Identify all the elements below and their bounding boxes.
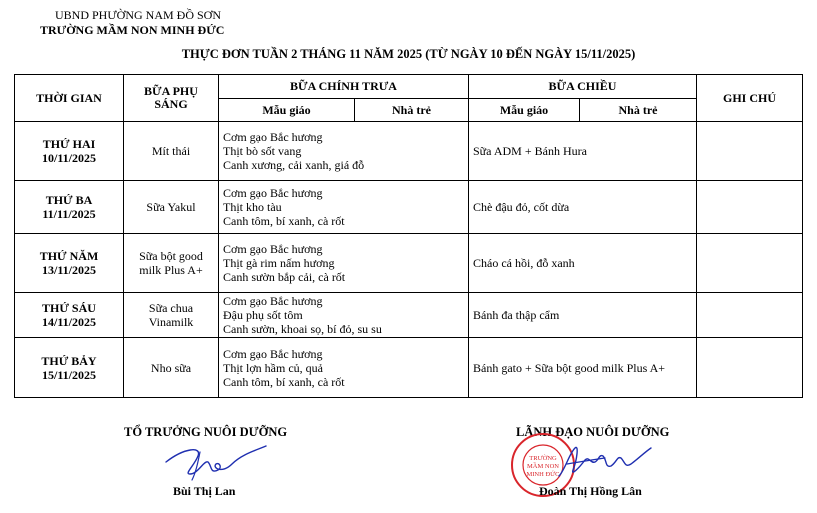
- breakfast-cell: Mít thái: [124, 122, 219, 181]
- notes-cell: [697, 293, 803, 338]
- header-afternoon-kindergarten: Mẫu giáo: [469, 99, 580, 122]
- header-lunch-nursery: Nhà trẻ: [355, 99, 469, 122]
- right-signer-title: LÃNH ĐẠO NUÔI DƯỠNG: [516, 425, 670, 439]
- table-row: [15, 293, 803, 338]
- day-name: THỨ BẢY: [41, 353, 97, 368]
- breakfast-cell: Sữa Yakul: [124, 181, 219, 234]
- header-time: THỜI GIAN: [15, 75, 124, 122]
- notes-cell: [697, 338, 803, 398]
- day-name: THỨ NĂM: [39, 249, 99, 263]
- lunch-dish: Thịt gà rim nấm hương: [223, 256, 335, 270]
- header-lunch: BỮA CHÍNH TRƯA: [219, 75, 469, 99]
- header-lunch-kindergarten: Mẫu giáo: [219, 99, 355, 122]
- school-name: TRƯỜNG MẦM NON MINH ĐỨC: [40, 23, 225, 37]
- lunch-cell: [219, 181, 469, 234]
- lunch-dish: Thịt bò sốt vang: [223, 144, 302, 158]
- svg-text:MẦM NON: MẦM NON: [527, 463, 559, 470]
- right-signer-name: Đoàn Thị Hồng Lân: [539, 484, 642, 498]
- left-signer-name: Bùi Thị Lan: [173, 484, 236, 498]
- lunch-cell: [219, 293, 469, 338]
- table-row: [15, 122, 803, 181]
- day-date: 15/11/2025: [41, 367, 96, 382]
- lunch-dish: Canh tôm, bí xanh, cà rốt: [223, 214, 345, 228]
- header-breakfast: BỮA PHỤ SÁNG: [124, 75, 219, 122]
- header-afternoon: BỮA CHIỀU: [469, 75, 697, 99]
- lunch-dish: Canh sườn, khoai sọ, bí đỏ, su su: [223, 322, 382, 336]
- afternoon-cell: Bánh đa thập cẩm: [469, 293, 697, 338]
- breakfast-cell: Nho sữa: [124, 338, 219, 398]
- authority-name: UBND PHƯỜNG NAM ĐỒ SƠN: [55, 8, 221, 22]
- afternoon-cell: Cháo cá hồi, đỗ xanh: [469, 234, 697, 293]
- afternoon-cell: Sữa ADM + Bánh Hura: [469, 122, 697, 181]
- lunch-cell: [219, 338, 469, 398]
- weekly-menu-table: [14, 74, 803, 398]
- lunch-dish: Cơm gạo Bắc hương: [223, 242, 323, 256]
- day-date: 13/11/2025: [41, 263, 96, 277]
- lunch-dish: Canh sườn bắp cải, cà rốt: [223, 270, 346, 284]
- day-date: 14/11/2025: [41, 315, 96, 329]
- afternoon-cell: Chè đậu đỏ, cốt dừa: [469, 181, 697, 234]
- day-name: THỨ SÁU: [42, 301, 96, 315]
- table-row: [15, 181, 803, 234]
- svg-text:MINH ĐỨC: MINH ĐỨC: [526, 471, 560, 478]
- day-date: 11/11/2025: [42, 207, 96, 221]
- lunch-cell: [219, 234, 469, 293]
- lunch-dish: Cơm gạo Bắc hương: [223, 186, 323, 200]
- lunch-dish: Cơm gạo Bắc hương: [223, 294, 323, 308]
- lunch-cell: [219, 122, 469, 181]
- breakfast-cell: Sữa bột good milk Plus A+: [124, 234, 219, 293]
- lunch-dish: Canh tôm, bí xanh, cà rốt: [223, 374, 345, 389]
- lunch-dish: Đậu phụ sốt tôm: [223, 308, 303, 322]
- menu-title: THỰC ĐƠN TUẦN 2 THÁNG 11 NĂM 2025 (TỪ NGÀY 10 ĐẾN NGÀY 15/11/2025): [181, 47, 636, 61]
- day-date: 10/11/2025: [41, 151, 96, 165]
- lunch-dish: Canh xương, cải xanh, giá đỗ: [223, 158, 365, 172]
- header-notes: GHI CHÚ: [697, 75, 803, 122]
- left-signer-title: TỔ TRƯỞNG NUÔI DƯỠNG: [124, 425, 288, 439]
- table-row: [15, 338, 803, 398]
- svg-text:TRƯỜNG: TRƯỜNG: [529, 455, 557, 462]
- table-row: [15, 234, 803, 293]
- breakfast-cell: Sữa chua Vinamilk: [124, 293, 219, 338]
- day-name: THỨ HAI: [42, 137, 96, 151]
- header-afternoon-nursery: Nhà trẻ: [580, 99, 697, 122]
- notes-cell: [697, 234, 803, 293]
- lunch-dish: Thịt lợn hầm củ, quả: [223, 360, 323, 375]
- notes-cell: [697, 181, 803, 234]
- lunch-dish: Thịt kho tàu: [223, 200, 282, 214]
- day-name: THỨ BA: [45, 193, 93, 207]
- notes-cell: [697, 122, 803, 181]
- right-signature-image: [555, 440, 655, 484]
- afternoon-cell: Bánh gato + Sữa bột good milk Plus A+: [469, 338, 697, 398]
- lunch-dish: Cơm gạo Bắc hương: [223, 130, 323, 144]
- lunch-dish: Cơm gạo Bắc hương: [223, 346, 323, 361]
- left-signature-image: [162, 440, 272, 484]
- header-row: [15, 75, 803, 99]
